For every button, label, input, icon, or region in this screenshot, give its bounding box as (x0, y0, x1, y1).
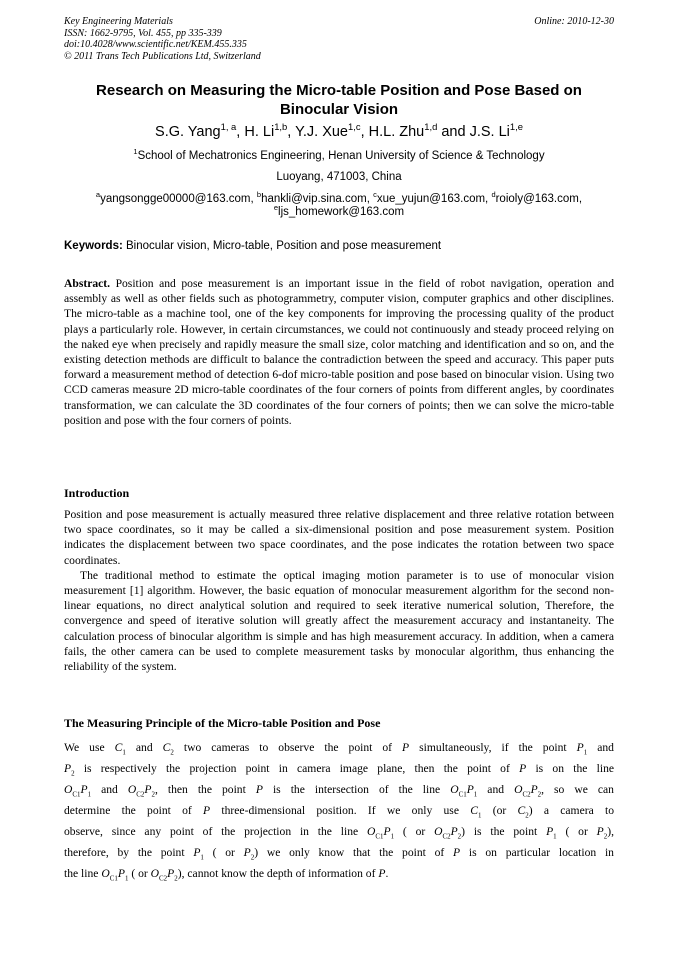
email: $^c$xue_yujun@163.com, (373, 190, 492, 205)
intro-paragraph-1: Position and pose measurement is actually measured three relative displacement and three relative rotation between two space coordinates, so it may be called a six-dimensional position and pose measurement system. Position indicates the displacement between two space coordinates, and the pose indicates the rotation between two space coordinates. (64, 508, 614, 567)
author: H.L. Zhu$^{1,d}$ and (368, 121, 470, 140)
email: $^b$hankli@vip.sina.com, (256, 190, 374, 205)
principle-line-2: $P_2$ is respectively the projection point in camera image plane, then the point of P is on the line (64, 762, 615, 778)
intro-paragraph-2: The traditional method to estimate the optical imaging motion parameter is to use of monocular vision measurement [1] algorithm. However, the basic equation of monocular measurement algorithm for the second non-linear equations, no direct analytical solution and required to seek iterative numerical solution, Therefore, the convergence and speed of iterative solution will greatly affect the measurement accuracy and instantaneity. The calculation process of binocular algorithm is simple and has high measurement accuracy. In addition, when a camera fails, the other camera can be used to complete measurement tasks by monocular algorithm, thus enhancing the reliability of the system. (64, 568, 614, 674)
email: $^d$roioly@163.com, (491, 190, 583, 205)
doi-line: doi:10.4028/www.scientific.net/KEM.455.335 (64, 39, 247, 50)
abstract: Abstract. Position and pose measurement is an important issue in the field of robot navigation, operation and assembly as well as other fields such as photogrammetry, computer vision, computer graphics and other disciplines. The micro-table as a machine tool, one of the key components for improving the processing quality of the product plays a particularly role. However, in certain circumstances, we could not continuously and steady proceed relying on the naked eye when precisely and rapidly measure the small size, color matching and identification and so on, and the existing detection methods are difficult to balance the contradiction between the speed and accuracy. This paper puts forward a measurement method of detection 6-dof micro-table position and pose based on binocular vision. Using two CCD cameras measure 2D micro-table coordinates of the four corners of points from different angles, by coordinates transformation, we can calculate the 3D coordinates of the four corners of points; then we can solve the micro-table position and pose with the four corners of points. (64, 277, 614, 427)
principle-line-4: determine the point of P three-dimensional position. If we only use $C_1$ (or $C_2$) a camera to (64, 804, 614, 820)
author: H. Li$^{1,b}$, (244, 121, 296, 140)
issn-line: ISSN: 1662-9795, Vol. 455, pp 335-339 (64, 27, 222, 39)
journal-name: Key Engineering Materials (64, 16, 173, 27)
principle-line-1: We use $C_1$ and $C_2$ two cameras to observe the point of P simultaneously, if the point $P_1$ and (64, 741, 614, 757)
principle-heading: The Measuring Principle of the Micro-table Position and Pose (64, 716, 381, 730)
author: Y.J. Xue$^{1,c}$, (295, 121, 369, 140)
copyright-line: © 2011 Trans Tech Publications Ltd, Switzerland (64, 50, 261, 62)
introduction-body (64, 507, 614, 674)
introduction-heading: Introduction (64, 486, 130, 500)
email-list (64, 190, 614, 219)
keywords: Keywords: Binocular vision, Micro-table, Position and pose measurement (64, 240, 442, 252)
email: $^e$ljs_homework@163.com (273, 203, 405, 218)
principle-line-3: $O_{C1}P_1$ and $O_{C2}P_2$, then the point P is the intersection of the line $O_{C1}P_1$ and $O_{C2}P_2$, so we can (64, 783, 614, 799)
author: S.G. Yang$^{1, a}$, (155, 121, 245, 140)
author-list (64, 121, 614, 140)
journal-header (64, 16, 614, 62)
principle-line-5: observe, since any point of the projection in the line $O_{C1}P_1$ ( or $O_{C2}P_2$) is the point $P_1$ ( or $P_2$), (64, 825, 614, 841)
affiliation-line-2: Luoyang, 471003, China (276, 171, 402, 183)
principle-line-7: the line $O_{C1}P_1$ ( or $O_{C2}P_2$), cannot know the depth of information of P. (64, 867, 389, 883)
principle-line-6: therefore, by the point $P_1$ ( or $P_2$) we only know that the point of P is on particular location in (64, 846, 614, 862)
author: J.S. Li$^{1,e}$ (469, 121, 523, 140)
affiliation-line-1: $^1$School of Mechatronics Engineering, Henan University of Science & Technology (133, 147, 545, 162)
online-date: Online: 2010-12-30 (534, 16, 614, 27)
email: $^a$yangsongge00000@163.com, (95, 190, 257, 205)
paper-title: Research on Measuring the Micro-table Position and Pose Based on Binocular Vision (96, 82, 582, 118)
